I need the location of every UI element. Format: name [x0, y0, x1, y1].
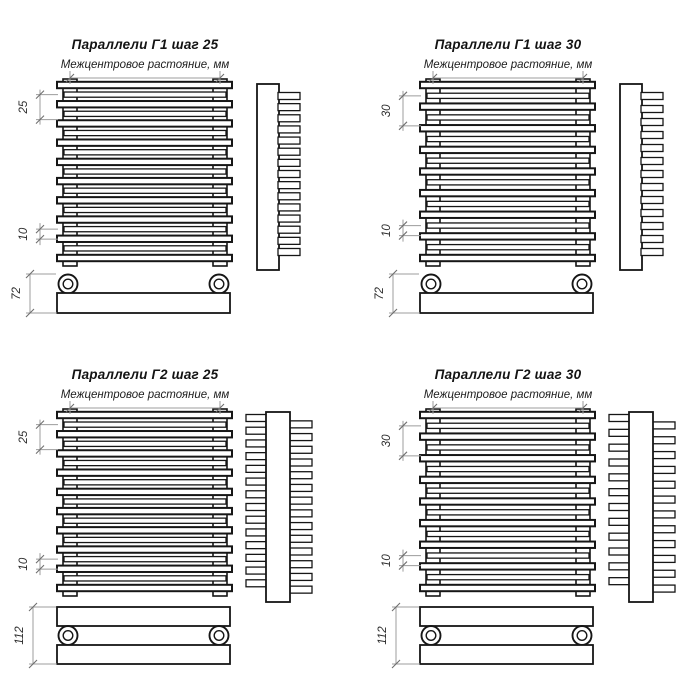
- bottom-view: [57, 607, 230, 664]
- side-view: [609, 412, 675, 602]
- bottom-view: [420, 275, 593, 314]
- bottom-view: [57, 275, 230, 314]
- panel-g2-step25: [0, 330, 350, 700]
- panel-subtitle-center-distance: Межцентровое растояние, мм: [60, 389, 230, 401]
- dimension-label: 72: [11, 287, 23, 300]
- front-view: [420, 79, 595, 266]
- side-view: [620, 84, 663, 270]
- dimension-label: 30: [381, 104, 393, 118]
- radiator-drawing-g1-step30: [363, 0, 700, 330]
- dimension-label: 112: [377, 626, 389, 645]
- dimension-label: 112: [14, 626, 26, 645]
- panel-title: Параллели Г1 шаг 30: [434, 37, 582, 52]
- drawing-root: [14, 401, 312, 668]
- side-view: [257, 84, 300, 270]
- panel-g1-step30: [363, 0, 700, 330]
- dimension-label: 10: [18, 227, 30, 241]
- dimension-label: 30: [381, 434, 393, 448]
- front-view: [420, 409, 595, 596]
- dimensions: [14, 420, 58, 668]
- panel-g1-step25: [0, 0, 350, 330]
- panel-subtitle-center-distance: Межцентровое растояние, мм: [423, 59, 593, 71]
- dimension-label: 10: [381, 224, 393, 237]
- panel-title: Параллели Г2 шаг 30: [434, 367, 582, 382]
- dimension-label: 25: [18, 100, 30, 114]
- dimensions: [377, 421, 421, 668]
- dimensions: [11, 90, 58, 317]
- panel-title: Параллели Г1 шаг 25: [71, 37, 219, 52]
- dimension-label: 10: [18, 557, 30, 571]
- drawing-root: [374, 71, 663, 317]
- dimensions: [374, 91, 421, 317]
- panel-title: Параллели Г2 шаг 25: [71, 367, 219, 382]
- dimension-label: 72: [374, 287, 386, 300]
- front-view: [57, 409, 232, 596]
- drawing-root: [11, 71, 300, 317]
- front-view: [57, 79, 232, 266]
- radiator-drawing-g2-step25: [0, 330, 350, 700]
- radiator-drawing-g2-step30: [363, 330, 700, 700]
- radiator-drawing-g1-step25: [0, 0, 350, 330]
- dimension-label: 25: [18, 430, 30, 444]
- panel-subtitle-center-distance: Межцентровое растояние, мм: [60, 59, 230, 71]
- dimension-label: 10: [381, 554, 393, 567]
- panel-g2-step30: [363, 330, 700, 700]
- panel-subtitle-center-distance: Межцентровое растояние, мм: [423, 389, 593, 401]
- bottom-view: [420, 607, 593, 664]
- side-view: [246, 412, 312, 602]
- drawing-root: [377, 401, 675, 668]
